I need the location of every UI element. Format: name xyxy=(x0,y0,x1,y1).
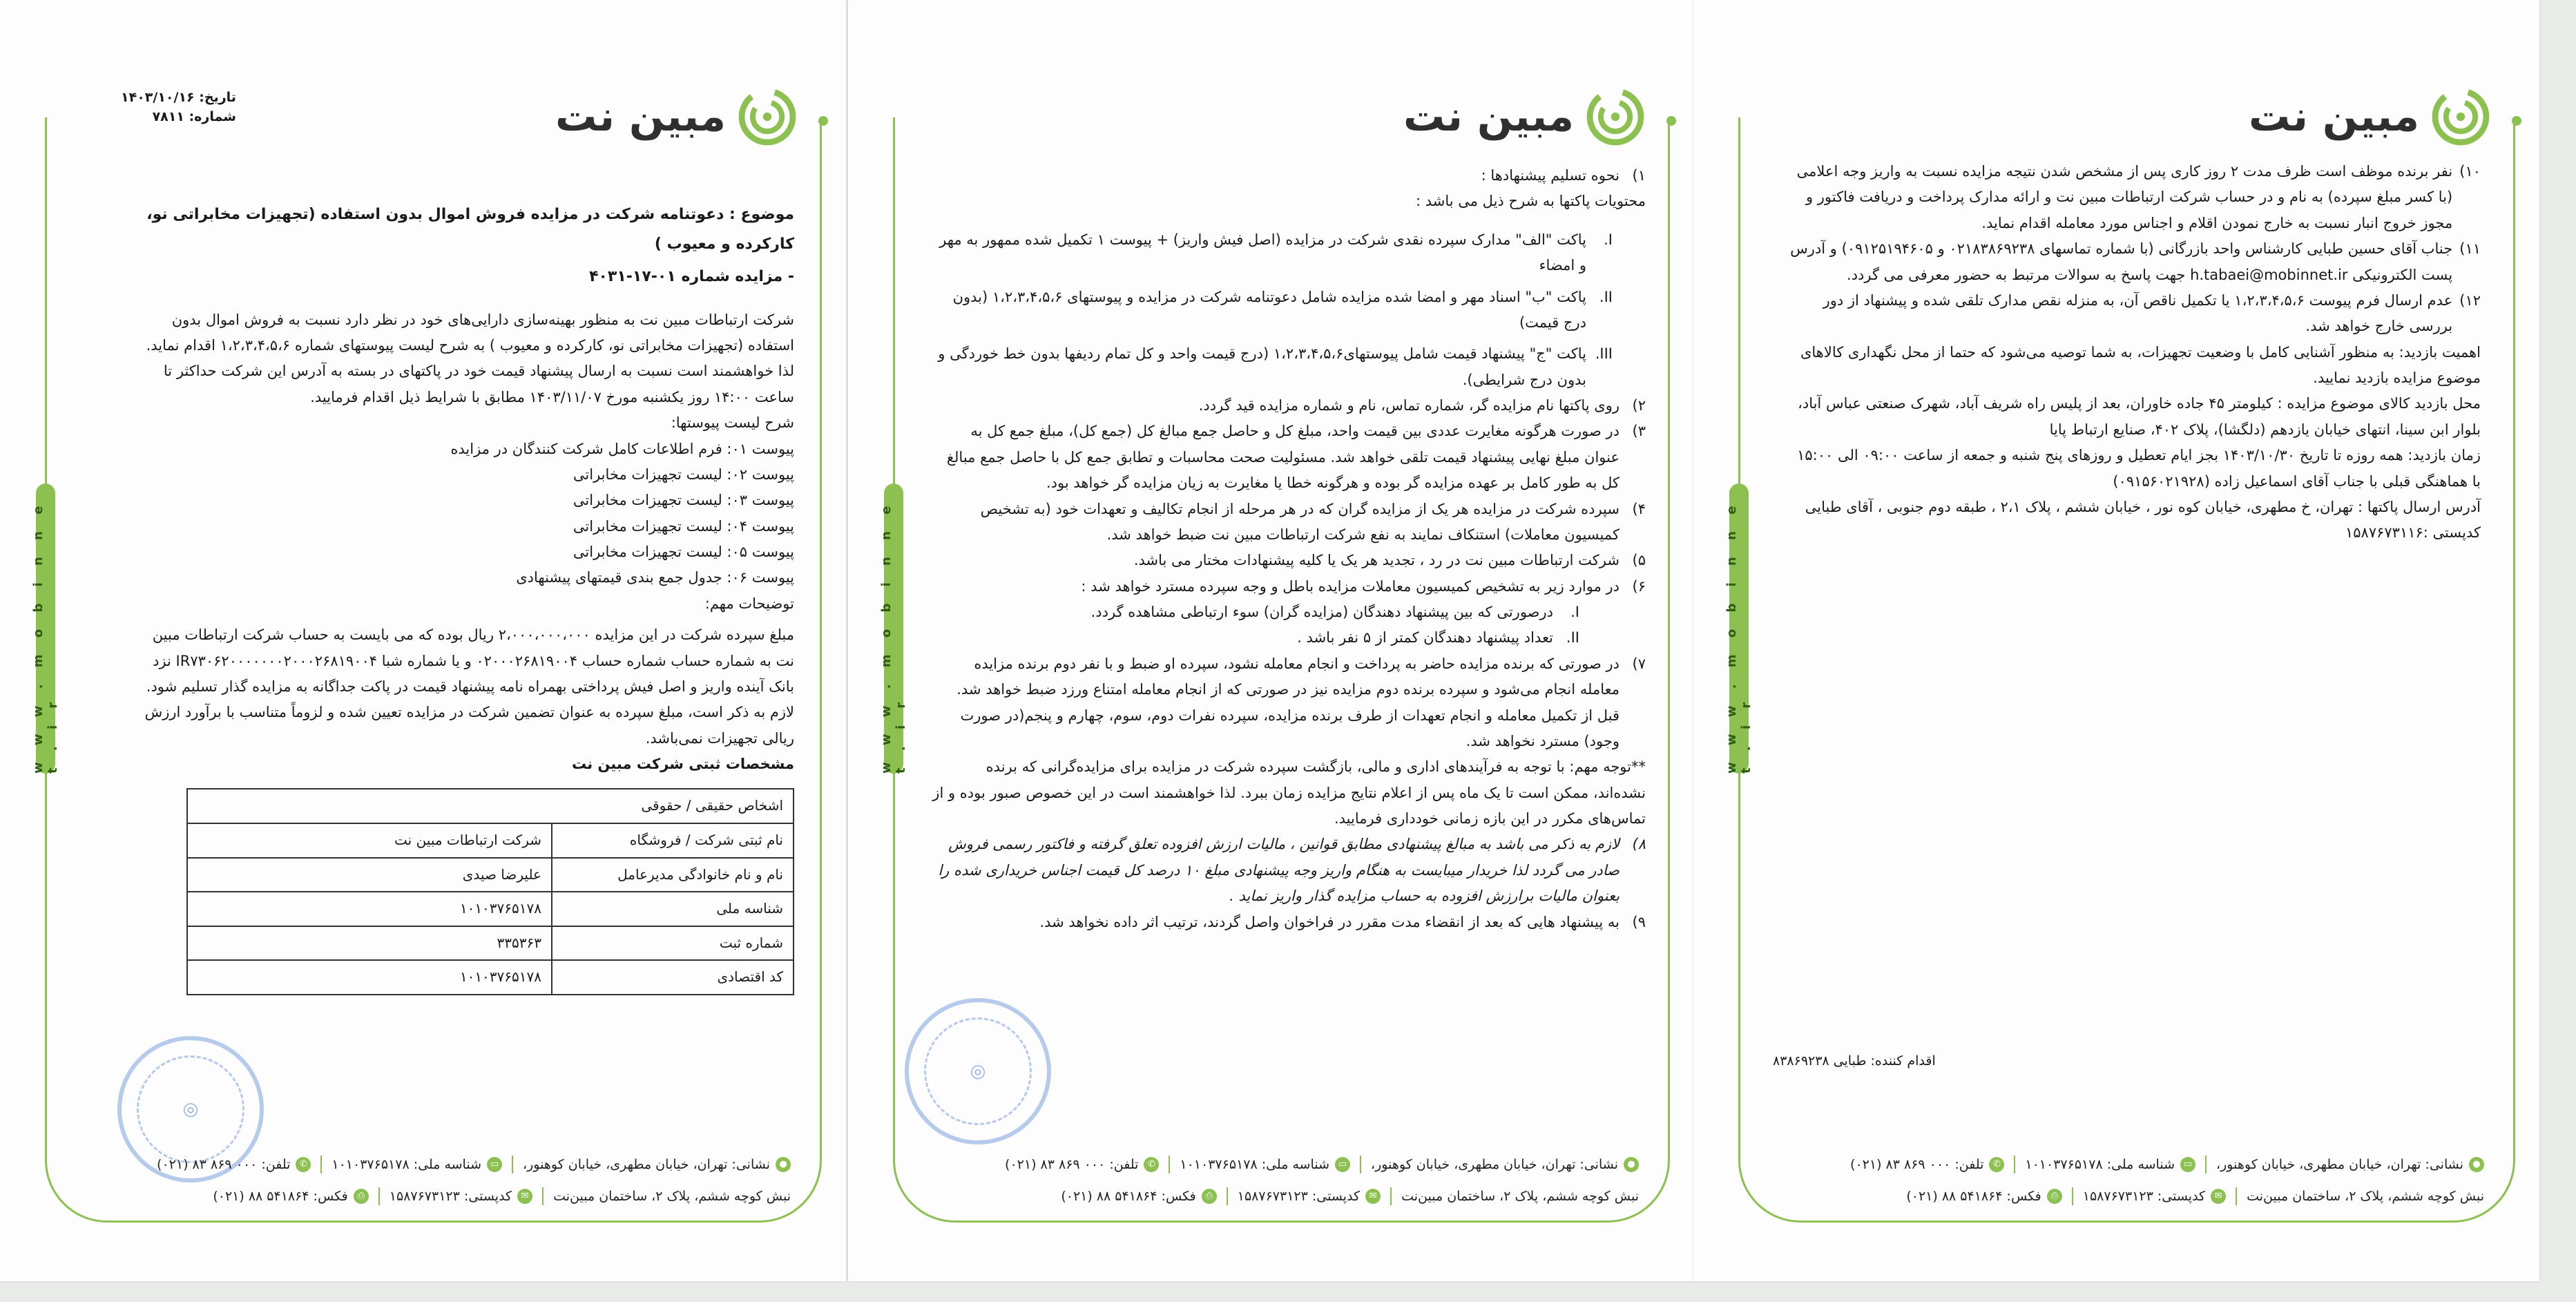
attachment-item: پیوست ۰۳: لیست تجهیزات مخابراتی xyxy=(573,492,794,509)
footer-phone: تلفن: ۰۰۰ ۸۶۹ ۸۳ (۰۲۱) xyxy=(1850,1157,1984,1172)
stamp-logo: ◎ xyxy=(137,1055,244,1163)
notes-title: توضیحات مهم: xyxy=(704,595,794,612)
table-row xyxy=(187,892,794,926)
visit-time: زمان بازدید: همه روزه تا تاریخ ۱۴۰۳/۱۰/۳۰ بجز ایام تعطیل و روزهای پنج شنبه و جمعه از ساعت ۰۹:۰۰ الی ۱۵:۰۰ با هماهنگی قبلی با جناب آقای اسماعیل زاده (۰۹۱۵۶۰۲۱۹۲۸) xyxy=(1797,447,2481,490)
footer-postal-code: کدپستی: ۱۵۸۷۶۷۳۱۲۳ xyxy=(1237,1189,1361,1204)
location-icon: ● xyxy=(776,1157,791,1172)
site-url-bar: w w w . m o b i n n e t . i r xyxy=(884,484,903,774)
envelope-item: III. پاکت "ج" پیشنهاد قیمت شامل پیوستهای۱،۲،۳،۴،۵،۶ (درج قیمت واحد و کل تمام ردیفها بدون خط خوردگی و بدون درج شرایطی). xyxy=(938,345,1613,388)
letter-date: تاریخ: ۱۴۰۳/۱۰/۱۶ xyxy=(121,90,236,105)
registry-title: مشخصات ثبتی شرکت مبین نت xyxy=(571,756,794,773)
intro-paragraph: شرکت ارتباطات مبین نت به منظور بهینه‌سازی دارایی‌های خود در نظر دارد نسبت به فروش اموال بدون استفاده (تجهیزات مخابراتی نو، کارکرده و معیوب ) به شرح لیست پیوستهای شماره ۱،۲،۳،۴،۵،۶ اقدام نماید. لذا خواهشمند است نسبت به ارسال پیشنهاد قیمت خود در پاکتهای در بسته به آدرس این شرکت حداکثر تا ساعت ۱۴:۰۰ روز یکشنبه مورخ ۱۴۰۳/۱۱/۰۷ مطابق با شرایط ذیل اقدام فرمایید. xyxy=(146,311,794,405)
site-url-bar: w w w . m o b i n n e t . i r xyxy=(1729,484,1749,774)
list-item: ۱۰) نفر برنده موظف است ظرف مدت ۲ روز کاری پس از مشخص شدن نتیجه مزایده نسبت به واریز وجه اعلامی (با کسر مبلغ سپرده) به نام و در حساب شرکت ارتباطات مبین نت و ارائه مدارک پرداخت و دریافت فاکتور و مجوز خروج انبار نسبت به خارج نمودن اقلام و اجناس مورد معامله اقدام نماید. xyxy=(1796,163,2481,231)
notes-paragraph: مبلغ سپرده شرکت در این مزایده ۲،۰۰۰،۰۰۰،۰۰۰ ریال بوده که می بایست به حساب شرکت ارتباطات مبین نت به شماره حساب شماره حساب ۰۲۰۰۰۲۶۸۱۹۰۰۴ و یا شماره شبا IR۷۳۰۶۲۰۰۰۰۰۰۰۲۰۰۰۲۶۸۱۹۰۰۴ نزد بانک آینده واریز و اصل فیش پرداختی بهمراه نامه پیشنهاد قیمت در پاکت جداگانه به مزایده گذار تسلیم شود. لازم به ذکر است، مبلغ سپرده به عنوان تضمین شرکت در مزایده تعیین شده و لزوماً متناسب با برآورد ارزش ریالی تجهیزات نمی‌باشد. xyxy=(144,626,794,747)
visit-importance: اهمیت بازدید: به منظور آشنایی کامل با وضعیت تجهیزات، به شما توصیه می‌شود که حتما از محل نگهداری کالاهای موضوع مزایده بازدید نمایید. xyxy=(1800,343,2481,386)
location-icon: ● xyxy=(1624,1157,1639,1172)
letter-page-1 xyxy=(0,0,846,1281)
logo-swirl-icon xyxy=(2430,86,2491,147)
attachment-item: پیوست ۰۶: جدول جمع بندی قیمتهای پیشنهادی xyxy=(516,569,794,586)
logo-swirl-icon xyxy=(737,86,798,147)
footer-phone: تلفن: ۰۰۰ ۸۶۹ ۸۳ (۰۲۱) xyxy=(157,1157,291,1172)
table-header: اشخاص حقیقی / حقوقی xyxy=(187,789,794,823)
letter-footer xyxy=(48,1149,791,1218)
footer-postal-code: کدپستی: ۱۵۸۷۶۷۳۱۲۳ xyxy=(2082,1189,2206,1204)
footer-national-id: شناسه ملی: ۱۰۱۰۳۷۶۵۱۷۸ xyxy=(331,1157,481,1172)
list-item: ۵) شرکت ارتباطات مبین نت در رد ، تجدید هر یک یا کلیه پیشنهادات مختار می باشد. xyxy=(1133,552,1646,569)
list-item: ۷) در صورتی که برنده مزایده حاضر به پرداخت و انجام معامله نشود، سپرده او ضبط و با نفر دوم برنده مزایده معامله انجام می‌شود و سپرده برنده دوم مزایده نیز در صورتی که از انجام معامله امتناع ورزد ضبط خواهد شد. قبل از تکمیل معامله و انجام تعهدات از طرف برنده مزایده، سپرده نفرات دوم، سوم، چهارم و پنجم(در صورت وجود) مسترد نخواهد شد. xyxy=(957,655,1646,749)
list-item: ۲) روی پاکتها نام مزایده گر، شماره تماس، نام و شماره مزایده قید گردد. xyxy=(1198,397,1646,414)
list-item: ۸) لازم به ذکر می باشد به مبالغ پیشنهادی مطابق قوانین ، مالیات ارزش افزوده تعلق گرفته و فاکتور رسمی فروش صادر می گردد لذا خریدار میبایست به هنگام واریز وجه پیشنهادی مبلغ ۱۰ درصد کل قیمت اجناس خریداری شده را بعنوان مالیات برارزش افزوده به حساب مزایده گذار واریز نماید . xyxy=(938,836,1646,905)
row-label: نام و نام خانوادگی مدیرعامل xyxy=(552,858,794,892)
attachment-item: پیوست ۰۵: لیست تجهیزات مخابراتی xyxy=(573,544,794,561)
fax-icon: ⎙ xyxy=(1202,1189,1217,1204)
letter-body xyxy=(931,163,1646,935)
fax-icon: ⎙ xyxy=(354,1189,369,1204)
letter-meta xyxy=(121,88,236,126)
phone-icon: ✆ xyxy=(1144,1157,1159,1172)
envelope-item: II. پاکت "ب" اسناد مهر و امضا شده مزایده شامل دعوتنامه شرکت در مزایده و پیوستهای ۱،۲،۳،۴،۵،۶ (بدون درج قیمت) xyxy=(952,288,1613,331)
logo-swirl-icon xyxy=(1585,86,1646,147)
footer-national-id: شناسه ملی: ۱۰۱۰۳۷۶۵۱۷۸ xyxy=(1180,1157,1329,1172)
logo-text: مبین نت xyxy=(2248,93,2419,141)
letter-page-2 xyxy=(848,0,1694,1281)
attachments-list xyxy=(135,437,794,591)
row-value: ۱۰۱۰۳۷۶۵۱۷۸ xyxy=(187,960,552,995)
id-card-icon: ▭ xyxy=(487,1157,502,1172)
stamp-logo: ◎ xyxy=(924,1017,1032,1125)
mailbox-icon: ✉ xyxy=(2211,1189,2226,1204)
letter-number: شماره: ۷۸۱۱ xyxy=(152,108,236,124)
sub-item: II. تعداد پیشنهاد دهندگان کمتر از ۵ نفر باشد . xyxy=(1297,629,1579,647)
frame-dot xyxy=(818,116,828,126)
sub-item: I. درصورتی که بین پیشنهاد دهندگان (مزایده گران) سوء ارتباطی مشاهده گردد. xyxy=(1090,604,1579,620)
footer-address: نشانی: تهران، خیابان مطهری، خیابان کوهنور، xyxy=(2216,1157,2463,1172)
list-item: ۹) به پیشنهاد هایی که بعد از انقضاء مدت مقرر در فراخوان واصل گردند، ترتیب اثر داده نخواهد شد. xyxy=(1039,913,1646,930)
letter-body xyxy=(1790,159,2481,546)
logo-text: مبین نت xyxy=(1403,93,1574,141)
footer-address: نشانی: تهران، خیابان مطهری، خیابان کوهنور، xyxy=(1371,1157,1618,1172)
mailbox-icon: ✉ xyxy=(517,1189,532,1204)
signer-line: اقدام کننده: طبایی ۸۳۸۶۹۲۳۸ xyxy=(1773,1053,1936,1069)
footer-fax: فکس: ۵۴۱۸۶۴ ۸۸ (۰۲۱) xyxy=(1061,1189,1196,1204)
table-row xyxy=(187,823,794,858)
envelope-item: I. پاکت "الف" مدارک سپرده نقدی شرکت در مزایده (اصل فیش واریز) + پیوست ۱ تکمیل شده ممهور به مهر و امضاء xyxy=(939,231,1613,274)
row-label: شناسه ملی xyxy=(552,892,794,926)
footer-address-2: نبش کوچه ششم، پلاک ۲، ساختمان مبین‌نت xyxy=(553,1189,791,1204)
mailbox-icon: ✉ xyxy=(1365,1189,1381,1204)
attachment-item: پیوست ۰۱: فرم اطلاعات کامل شرکت کنندگان در مزایده xyxy=(450,440,794,457)
letter-page-3 xyxy=(1693,0,2539,1281)
send-address: آدرس ارسال پاکتها : تهران، خ مطهری، خیابان کوه نور ، خیابان ششم ، پلاک ۲،۱ ، طبقه دوم جنوبی ، آقای طبایی کدپستی :۱۵۸۷۶۷۳۱۱۶ xyxy=(1805,498,2481,542)
row-label: کد اقتصادی xyxy=(552,960,794,995)
id-card-icon: ▭ xyxy=(1335,1157,1350,1172)
row-value: علیرضا صیدی xyxy=(187,858,552,892)
subject-line-2: - مزایده شماره ۰۱-۱۷-۴۰۳۱ xyxy=(589,267,794,285)
fax-icon: ⎙ xyxy=(2047,1189,2062,1204)
visit-location: محل بازدید کالای موضوع مزایده : کیلومتر ۴۵ جاده خاوران، بعد از پلیس راه شریف آباد، شهرک صنعتی عباس آباد، بلوار ابن سینا، انتهای خیابان یازدهم (دلگشا)، پلاک ۴۰۲، صنایع ارتباط پایا xyxy=(1798,395,2481,438)
letter-footer xyxy=(1742,1149,2484,1218)
envelopes-intro: محتویات پاکتها به شرح ذیل می باشد : xyxy=(1415,193,1646,210)
footer-fax: فکس: ۵۴۱۸۶۴ ۸۸ (۰۲۱) xyxy=(1906,1189,2041,1204)
footer-address-2: نبش کوچه ششم، پلاک ۲، ساختمان مبین‌نت xyxy=(2247,1189,2484,1204)
table-row xyxy=(187,789,794,823)
id-card-icon: ▭ xyxy=(2180,1157,2195,1172)
footer-postal-code: کدپستی: ۱۵۸۷۶۷۳۱۲۳ xyxy=(389,1189,512,1204)
letter-body xyxy=(135,200,794,995)
list-item: ۳) در صورت هرگونه مغایرت عددی بین قیمت واحد، مبلغ کل و حاصل جمع مبالغ کل (جمع کل)، مبلغ جمع کل به عنوان مبلغ نهایی پیشنهاد قیمت تلقی خواهد شد. مسئولیت صحت محاسبات و تطابق جمع کل با حاصل جمع مبالغ کل به طور کامل بر عهده مزایده گر بوده و هرگونه خطا یا مغایرت به زیان مزایده گر خواهد بود. xyxy=(946,423,1646,492)
row-label: نام ثبتی شرکت / فروشگاه xyxy=(552,823,794,858)
table-row xyxy=(187,926,794,961)
attachment-item: پیوست ۰۲: لیست تجهیزات مخابراتی xyxy=(573,466,794,483)
frame-dot xyxy=(1666,116,1676,126)
list-item: ۱۱) جناب آقای حسین طبایی کارشناس واحد بازرگانی (با شماره تماسهای ۰۲۱۸۳۸۶۹۲۳۸ و ۰۹۱۲۵۱۹۴۶۰۵) و آدرس پست الکترونیکی h.tabaei@mobinnet.ir جهت پاسخ به سوالات مرتبط به حضور معرفی می گردد. xyxy=(1790,240,2481,283)
subject-line: موضوع : دعوتنامه شرکت در مزایده فروش اموال بدون استفاده (تجهیزات مخابراتی نو، کارکرده و معیوب ) xyxy=(146,206,794,253)
footer-fax: فکس: ۵۴۱۸۶۴ ۸۸ (۰۲۱) xyxy=(213,1189,348,1204)
row-value: ۳۳۵۳۶۳ xyxy=(187,926,552,961)
list-item: ۱۲) عدم ارسال فرم پیوست ۱،۲،۳،۴،۵،۶ یا تکمیل ناقص آن، به منزله نقص مدارک تلقی شده و پیشنهاد از دور بررسی خارج خواهد شد. xyxy=(1823,291,2481,335)
row-label: شماره ثبت xyxy=(552,926,794,961)
letter-footer xyxy=(896,1149,1639,1218)
important-note: **توجه مهم: با توجه به فرآیندهای اداری و مالی، بازگشت سپرده شرکت در مزایده برای مزایده‌گرانی که برنده نشده‌اند، ممکن است تا یک ماه پس از اعلام نتایج مزایده زمان ببرد. لذا خواهشمند است در این خصوص صبور بوده و از تماس‌های مکرر در این بازه زمانی خودداری فرمایید. xyxy=(932,758,1646,827)
table-row xyxy=(187,960,794,995)
registry-table xyxy=(186,788,794,995)
footer-address-2: نبش کوچه ششم، پلاک ۲، ساختمان مبین‌نت xyxy=(1401,1189,1639,1204)
phone-icon: ✆ xyxy=(1989,1157,2004,1172)
company-logo xyxy=(1403,86,1646,147)
footer-phone: تلفن: ۰۰۰ ۸۶۹ ۸۳ (۰۲۱) xyxy=(1005,1157,1139,1172)
list-item: ۴) سپرده شرکت در مزایده هر یک از مزایده گران که در هر مرحله از انجام تکالیف و تعهدات خود (به تشخیص کمیسیون معاملات) استنکاف نمایند به نفع شرکت ارتباطات مبین نت ضبط خواهد شد. xyxy=(980,500,1646,543)
attachments-title: شرح لیست پیوستها: xyxy=(671,414,794,432)
location-icon: ● xyxy=(2469,1157,2484,1172)
row-value: شرکت ارتباطات مبین نت xyxy=(187,823,552,858)
footer-address: نشانی: تهران، خیابان مطهری، خیابان کوهنور، xyxy=(523,1157,770,1172)
logo-text: مبین نت xyxy=(555,93,726,141)
table-row xyxy=(187,858,794,892)
phone-icon: ✆ xyxy=(296,1157,311,1172)
company-logo xyxy=(555,86,798,147)
site-url-bar: w w w . m o b i n n e t . i r xyxy=(36,484,55,774)
list-item: ۱) نحوه تسلیم پیشنهادها : xyxy=(1481,167,1646,184)
row-value: ۱۰۱۰۳۷۶۵۱۷۸ xyxy=(187,892,552,926)
frame-dot xyxy=(2512,116,2521,126)
company-logo xyxy=(2249,86,2491,147)
company-stamp xyxy=(905,998,1051,1145)
list-item: ۶) در موارد زیر به تشخیص کمیسیون معاملات مزایده باطل و وجه سپرده مسترد خواهد شد : xyxy=(1081,577,1646,595)
footer-national-id: شناسه ملی: ۱۰۱۰۳۷۶۵۱۷۸ xyxy=(2025,1157,2175,1172)
attachment-item: پیوست ۰۴: لیست تجهیزات مخابراتی xyxy=(573,517,794,535)
